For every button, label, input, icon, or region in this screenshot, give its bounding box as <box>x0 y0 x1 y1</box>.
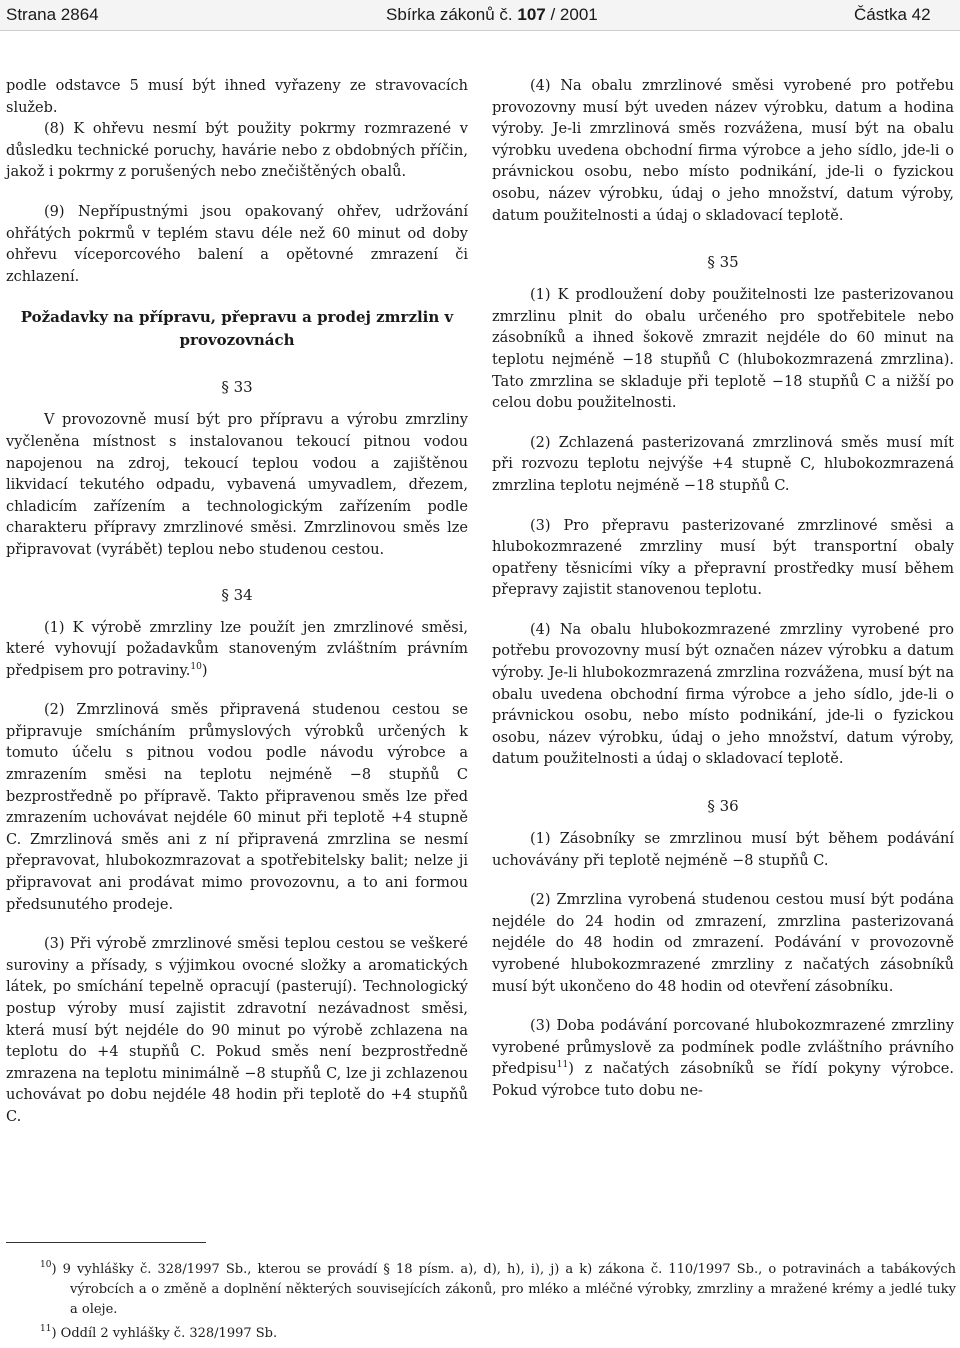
footnote-ref: 10 <box>190 661 202 672</box>
paragraph: (1) K prodloužení doby použitelnosti lze pasterizovanou zmrzlinu plnit do obalu určeného pro spotřebitele nebo zásobníků a ihned šokově zmrazit nejdéle do 60 minut na teplotu nejméně −18 stupňů C (hlubokozmrazená zmrzlina). Tato zmrzlina se skladuje při teplotě −18 stupňů C a nižší po celou dobu použitelnosti. <box>492 287 954 412</box>
collection-year: / 2001 <box>550 5 598 24</box>
section-number: § 34 <box>221 585 253 604</box>
paragraph: V provozovně musí být pro přípravu a výrobu zmrzliny vyčleněna místnost s instalovanou tekoucí pitnou vodou napojenou na zdroj, tekoucí teplou vodou a zajištěnou likvidací tekutého odpadu, vybavená umyvadlem, dřezem, chladicím zařízením a technologickým zařízením podle charakteru přípravy zmrzlinové směsi. Zmrzlinovou směs lze připravovat (vyrábět) teplou nebo studenou cestou. <box>6 412 468 558</box>
collection-prefix: Sbírka zákonů č. <box>386 5 513 24</box>
page-number: Strana 2864 <box>6 5 99 24</box>
paragraph: (4) Na obalu zmrzlinové směsi vyrobené pro potřebu provozovny musí být uveden název výrobku, datum a hodina výroby. Je-li zmrzlinová směs rozvážena, musí být na obalu výrobku uvedena obchodní firma výrobce a jeho sídlo, jde-li o právnickou osobu, nebo místo podnikání, jde-li o fyzickou osobu, název výrobku, údaj o jeho množství, datum výroby, datum použitelnosti a údaj o skladovací teplotě. <box>492 78 954 224</box>
spacer <box>6 352 468 376</box>
spacer <box>492 817 954 829</box>
section-heading: Požadavky na přípravu, přepravu a prodej zmrzlin v provozovnách <box>20 308 454 350</box>
spacer <box>492 227 954 251</box>
paragraph-text: (3) Doba podávání porcované hlubokozmrazené zmrzliny vyrobené průmyslově za podmínek podle zvláštního právního předpisu <box>492 1018 954 1078</box>
collection-number: 107 <box>517 5 546 24</box>
footnotes <box>6 1260 956 1348</box>
footnote-text: ) 9 vyhlášky č. 328/1997 Sb., kterou se provádí § 18 písm. a), d), h), i), j) a k) zákona č. 110/1997 Sb., o potravinách a tabákových výrobcích a o změně a doplnění některých souvisejících zákonů, pro mléko a mléčné výrobky, zmrzliny a mražené krémy a jedlé tuky a oleje. <box>51 1262 956 1317</box>
section-number: § 35 <box>707 253 739 272</box>
section-number: § 36 <box>707 797 739 816</box>
paragraph: (4) Na obalu hlubokozmrazené zmrzliny vyrobené pro potřebu provozovny musí být označen název výrobku a datum výroby. Je-li hlubokozmrazená zmrzlina rozvážena, musí být na obalu uvedena obchodní firma výrobce a jeho sídlo, jde-li o právnickou osobu, nebo místo podnikání, jde-li o fyzickou osobu, název výrobku, údaj o jeho množství, datum výroby, datum použitelnosti a údaj o skladovací teplotě. <box>492 621 954 768</box>
spacer <box>6 184 468 202</box>
footnote-mark: 10 <box>40 1260 52 1270</box>
spacer <box>492 498 954 516</box>
section-number: § 33 <box>221 378 253 397</box>
paragraph: (3) Pro přepravu pasterizované zmrzlinové směsi a hlubokozmrazené zmrzliny musí být transportní obaly opatřeny těsnicími víky a přepravní prostředky musí během přepravy zajistit stanovenou teplotu. <box>492 517 954 599</box>
left-column <box>6 76 468 1129</box>
paragraph: (9) Nepřípustnými jsou opakovaný ohřev, udržování ohřátých pokrmů v teplém stavu déle než 60 minut od doby ohřevu víceporcového balení a opětovné zmrazení či zchlazení. <box>6 203 468 285</box>
spacer <box>6 398 468 410</box>
spacer <box>6 288 468 306</box>
collection-title <box>386 5 598 25</box>
spacer <box>492 602 954 620</box>
paragraph-text: (1) K výrobě zmrzliny lze použít jen zmrzlinové směsi, které vyhovují požadavkům stanoveným zvláštním právním předpisem pro potraviny. <box>6 619 468 679</box>
footnote-divider <box>6 1242 206 1243</box>
footnote-text: ) Oddíl 2 vyhlášky č. 328/1997 Sb. <box>51 1326 278 1341</box>
paragraph: (1) Zásobníky se zmrzlinou musí být během podávání uchovávány při teplotě nejméně −8 stupňů C. <box>492 831 954 869</box>
page-header <box>0 0 960 31</box>
paragraph <box>492 1016 954 1102</box>
spacer <box>492 273 954 285</box>
footnote <box>6 1324 956 1344</box>
part-number: Částka 42 <box>854 5 931 24</box>
paragraph: podle odstavce 5 musí být ihned vyřazeny ze stravovacích služeb. <box>6 78 468 116</box>
spacer <box>6 562 468 584</box>
spacer <box>492 415 954 433</box>
right-column <box>492 76 954 1103</box>
paragraph: (8) K ohřevu nesmí být použity pokrmy rozmrazené v důsledku technické poruchy, havárie nebo z obdobných příčin, jakož i pokrmy z porušených nebo znečištěných obalů. <box>6 121 468 181</box>
footnote-mark: 11 <box>40 1324 52 1334</box>
spacer <box>492 771 954 795</box>
spacer <box>492 998 954 1016</box>
paragraph: (2) Zmrzlina vyrobená studenou cestou musí být podána nejdéle do 24 hodin od zmrazení, zmrzlina pasterizovaná nejdéle do 48 hodin od zmrazení. Podávání v provozovně vyrobené hlubokozmrazené zmrzliny z načatých zásobníků musí být ukončeno do 48 hodin od otevření zásobníku. <box>492 892 954 995</box>
spacer <box>6 606 468 618</box>
paragraph: (3) Při výrobě zmrzlinové směsi teplou cestou se veškeré suroviny a přísady, s výjimkou ovocné složky a aromatických látek, po smíchání tepelně opracují (pasterují). Technologický postup výroby musí zajistit zdravotní nezávadnost směsi, která musí být nejdéle do 90 minut po výrobě zchlazena na teplotu do +4 stupňů C. Pokud směs není bezprostředně zmrazena na teplotu minimálně −8 stupňů C, lze ji zchlazenou uchovávat po dobu nejdéle 48 hodin při teplotě do +4 stupňů C. <box>6 936 468 1125</box>
spacer <box>6 682 468 700</box>
paragraph-text: ) <box>201 662 208 679</box>
footnote-ref: 11 <box>556 1060 569 1071</box>
paragraph-text: ) z načatých zásobníků se řídí pokyny výrobce. Pokud výrobce tuto dobu ne- <box>492 1061 954 1099</box>
paragraph <box>6 618 468 683</box>
paragraph: (2) Zchlazená pasterizovaná zmrzlinová směs musí mít při rozvozu teplotu nejvýše +4 stupně C, hlubokozmrazená zmrzlina teplotu nejméně −18 stupňů C. <box>492 434 954 494</box>
footnote <box>6 1260 956 1320</box>
spacer <box>6 916 468 934</box>
paragraph: (2) Zmrzlinová směs připravená studenou cestou se připravuje smícháním průmyslových výrobků určených k tomuto účelu s pitnou vodou podle návodu výrobce a zmrazením směsi na teplotu nejméně −8 stupňů C bezprostředně po přípravě. Takto připravenou směs lze před zmrazením uchovávat nejdéle 60 minut při teplotě +4 stupně C. Zmrzlinová směs ani z ní připravená zmrzlina se nesmí přepravovat, hlubokozmrazovat a spotřebitelsky balit; nelze ji připravovat ani prodávat mimo provozovnu, a to ani formou předsunutého prodeje. <box>6 702 468 913</box>
spacer <box>492 872 954 890</box>
